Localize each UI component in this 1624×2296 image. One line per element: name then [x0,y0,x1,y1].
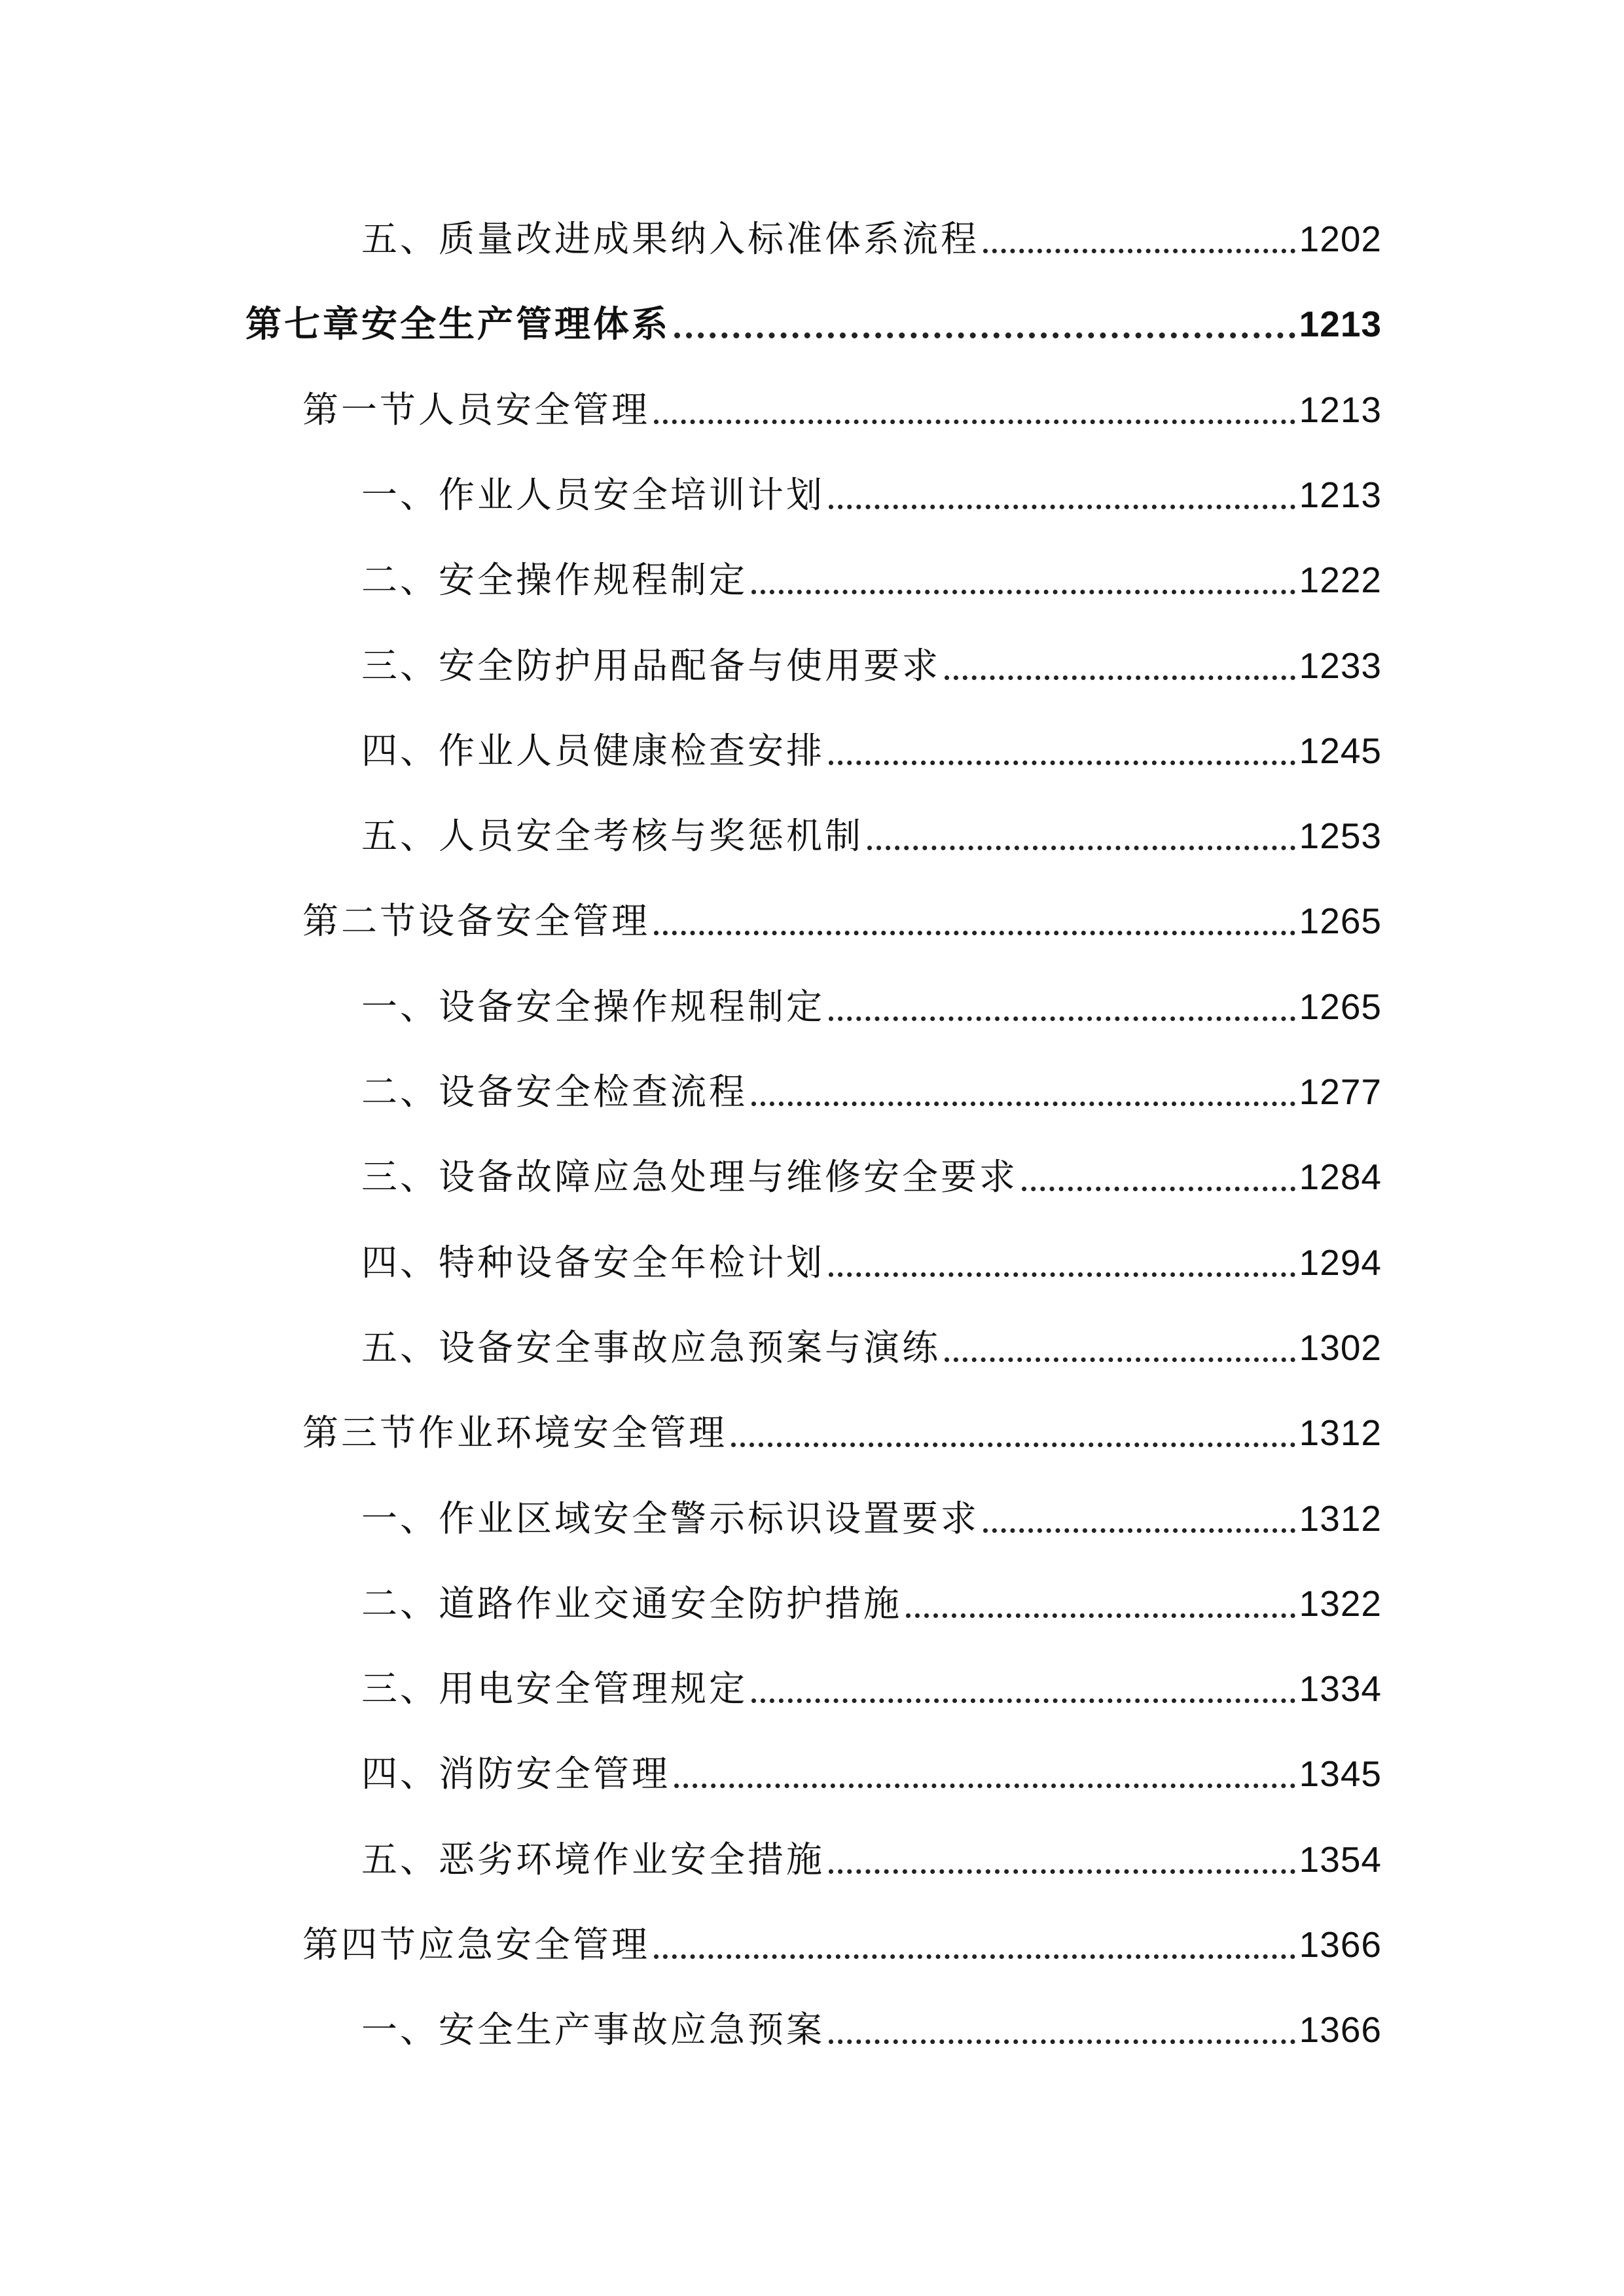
toc-entry-title: 三、用电安全管理规定 [361,1668,748,1710]
toc-entry-title: 五、人员安全考核与奖惩机制 [361,815,864,857]
toc-entry[interactable] [361,1662,1382,1715]
toc-entry[interactable] [361,1577,1382,1630]
toc-entry[interactable] [361,1066,1382,1118]
toc-dot-leader [654,420,1295,424]
toc-page-number: 1294 [1299,1242,1382,1283]
toc-entry-title: 第三节作业环境安全管理 [302,1412,728,1454]
toc-page-number: 1213 [1299,389,1382,430]
toc-page-number: 1202 [1299,219,1382,259]
toc-entry-title: 一、安全生产事故应急预案 [361,2009,825,2051]
toc-page-number: 1354 [1299,1839,1382,1880]
toc-dot-leader [674,332,1295,338]
toc-entry-title: 五、恶劣环境作业安全措施 [361,1839,825,1880]
toc-page-number: 1265 [1299,986,1382,1027]
toc-dot-leader [829,505,1295,509]
toc-page-number: 1312 [1299,1412,1382,1453]
toc-dot-leader [654,931,1295,935]
toc-entry-title: 四、消防安全管理 [361,1753,671,1795]
toc-dot-leader [945,675,1295,680]
toc-entry-title: 二、道路作业交通安全防护措施 [361,1583,903,1624]
toc-entry-title: 一、作业人员安全培训计划 [361,474,825,516]
toc-entry-title: 二、安全操作规程制定 [361,559,748,601]
toc-entry[interactable] [361,639,1382,692]
toc-dot-leader [751,1102,1295,1106]
toc-entry[interactable] [361,725,1382,777]
toc-entry-title: 三、设备故障应急处理与维修安全要求 [361,1156,1019,1198]
toc-entry[interactable] [361,469,1382,521]
toc-entry[interactable] [361,2003,1382,2056]
toc-entry[interactable] [361,1151,1382,1203]
toc-entry-title: 第二节设备安全管理 [302,900,651,942]
toc-page-number: 1245 [1299,730,1382,771]
toc-entry-title: 三、安全防护用品配备与使用要求 [361,645,941,687]
toc-entry[interactable] [361,1748,1382,1800]
toc-dot-leader [829,1869,1295,1874]
toc-page-number: 1222 [1299,560,1382,600]
toc-entry[interactable] [361,1492,1382,1545]
toc-entry-title: 第七章安全生产管理体系 [245,303,671,345]
toc-entry-title: 一、设备安全操作规程制定 [361,986,825,1028]
toc-entry[interactable] [361,1236,1382,1289]
toc-page-number: 1265 [1299,901,1382,941]
toc-page-number: 1213 [1299,475,1382,515]
toc-page-number: 1366 [1299,2009,1382,2050]
toc-entry-title: 四、作业人员健康检查安排 [361,730,825,772]
toc-entry[interactable] [302,895,1382,947]
toc-entry-title: 一、作业区域安全警示标识设置要求 [361,1498,980,1539]
toc-entry[interactable] [361,554,1382,606]
toc-entry-title: 第一节人员安全管理 [302,389,651,431]
toc-page-number: 1334 [1299,1668,1382,1709]
toc-dot-leader [674,1784,1295,1788]
toc-entry[interactable] [361,1321,1382,1374]
toc-dot-leader [829,761,1295,765]
toc-dot-leader [983,249,1295,253]
toc-page-number: 1345 [1299,1753,1382,1794]
toc-entry[interactable] [361,213,1382,265]
toc-dot-leader [829,1016,1295,1021]
toc-dot-leader [731,1443,1295,1447]
toc-entry[interactable] [245,298,1382,350]
toc-dot-leader [983,1528,1295,1533]
toc-entry[interactable] [302,1407,1382,1459]
toc-entry[interactable] [361,810,1382,862]
toc-dot-leader [945,1357,1295,1362]
toc-entry-title: 四、特种设备安全年检计划 [361,1242,825,1283]
toc-page-number: 1366 [1299,1924,1382,1965]
toc-dot-leader [829,1272,1295,1277]
toc-dot-leader [906,1613,1295,1618]
toc-page-number: 1302 [1299,1327,1382,1368]
toc-dot-leader [751,590,1295,594]
toc-entry[interactable] [361,980,1382,1033]
toc-page-number: 1322 [1299,1583,1382,1624]
toc-page-number: 1284 [1299,1157,1382,1197]
toc-dot-leader [829,2039,1295,2044]
toc-entry[interactable] [302,1918,1382,1971]
toc-page-number: 1233 [1299,645,1382,686]
toc-dot-leader [1022,1187,1295,1191]
toc-entry[interactable] [361,1833,1382,1886]
toc-dot-leader [751,1698,1295,1703]
toc-entry[interactable] [302,384,1382,436]
toc-entry-title: 五、质量改进成果纳入标准体系流程 [361,218,980,260]
toc-dot-leader [654,1954,1295,1959]
toc-entry-title: 五、设备安全事故应急预案与演练 [361,1327,941,1369]
toc-page-number: 1277 [1299,1071,1382,1112]
toc-entry-title: 二、设备安全检查流程 [361,1071,748,1113]
toc-entry-title: 第四节应急安全管理 [302,1924,651,1965]
toc-page-number: 1213 [1299,304,1382,344]
toc-page-number: 1253 [1299,816,1382,856]
toc-dot-leader [867,846,1295,850]
toc-page-number: 1312 [1299,1498,1382,1539]
